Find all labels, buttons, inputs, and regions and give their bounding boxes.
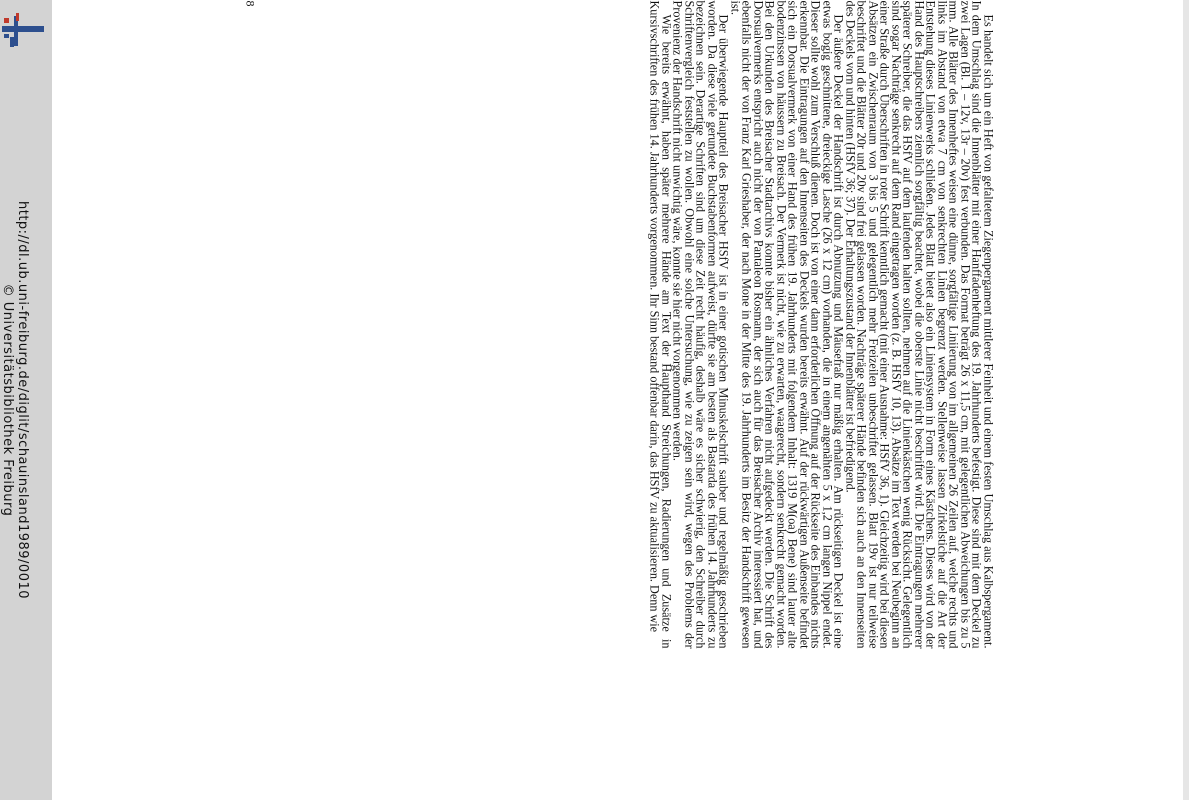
paragraph-2: Der äußere Deckel der Handschrift ist durch Abnutzung und Mäusefraß nur mäßig erhalten. Am rückseitigen Deckel ist eine etwas bogig geschnittene, dreieckige Lasche (26 x 12 cm) vorhanden, die in einem angenähten 5 x 1,2 cm langen Nippel endet. Dieser sollte wohl zum Verschluß dienen. Doch ist von einer dann erforderlichen Öffnung auf der Rückseite des Einbandes nichts erkennbar. Die Eintragungen auf den Innenseiten des Deckels wurden bereits erwähnt. Auf der rückwärtigen Außenseite befindet sich ein Dorsualvermerk von einer Hand des frühen 19. Jahrhunderts mit folgendem Inhalt: 1319 M(oa) Bene) sind lauter alte bodenzinssen von häussern zu Breisach. Der Vermerk ist nicht, wie zu erwarten, waagerecht, sondern senkrecht gemacht worden. Bei den Urkunden des Breisacher Stadtarchivs konnte bisher ein ähnliches Verfahren nicht aufgedeckt werden. Die Schrift des Dorsualvermerks entspricht auch nicht der von Pantaleon Rosmann, der sich auch für das Breisacher Archiv interessiert hat, und ebenfalls nicht der von Franz Karl Grieshaber, der nach Mone in der Mitte des 19. Jahrhunderts im Besitz der Handschrift gewesen ist. bbox=[728, 0, 846, 649]
paragraph-4: Wie bereits erwähnt, haben später mehrere Hände am Text der Haupthand Streichungen, Radierungen und Zusätze in Kursivschriften des frühen 14. Jahrhunderts vorgenommen. Ihr Sinn bestand offenbar darin, das HSfV zu aktualisieren. Denn wie bbox=[648, 0, 674, 649]
paragraph-3: Der überwiegende Hauptteil des Breisacher HSfV ist in einer gotischen Minuskelschrift sauber und regelmäßig geschrieben worden. Da diese viele gerundete Buchstabenformen aufweist, dürfte sie am besten als Bastarda des frühen 14. Jahrhunderts zu bezeichnen sein. Derartige Schriften sind um diese Zeit recht häufig, deshalb wäre es sicher schwierig, den Schreiber durch Schriftenvergleich feststellen zu wollen. Obwohl eine solche Untersuchung, wie zu zeigen sein wird, wegen des Problems der Provenienz der Handschrift nicht unwichtig wäre, konnte sie hier nicht vorgenommen werden. bbox=[671, 0, 731, 649]
page-number: 8 bbox=[243, 0, 258, 7]
viewer-sidebar bbox=[0, 0, 52, 800]
watermark-copyright: © Universitätsbibliothek Freiburg bbox=[0, 283, 15, 517]
paragraph-1: Es handelt sich um ein Heft von gefaltetem Ziegenpergament mittlerer Feinheit und einem festen Umschlag aus Kalbspergament. In dem Umschlag sind die Innenblätter mit einer Hanffadenheftung des 19. Jahrhunderts befestigt. Diese sind mit dem Deckel zu zwei Lagen (Bl. 1 – 12v, 13r – 20v) fest verbunden. Das Format beträgt 26 x 11,5 cm, mit gelegentlichen Abweichungen bis zu 5 mm. Alle Blätter des Innenheftes weisen eine dünne, sorgfältige Liniierung von im allgemeinen 26 Zeilen auf, welche rechts und links im Abstand von etwa 7 cm von senkrechten Linien begrenzt werden. Stellenweise lassen Zirkelstiche auf die Art der Entstehung dieses Linienwerks schließen. Jedes Blatt bietet also ein Liniensystem in Form eines Kästchens. Dieses wird von der Hand des Hauptschreibers ziemlich sorgfältig beachtet, wobei die oberste Linie nicht beschriftet wird. Die Eintragungen mehrerer späterer Schreiber, die das HSfV auf dem laufenden halten sollten, nehmen auf die Linienkästchen wenig Rücksicht. Gelegentlich sind sogar Nachträge senkrecht auf dem Rand eingetragen worden (z. B. HSfV 10, 13). Absätze im Text werden bei Neubeginn an einer Straße durch Überschriften in roter Schrift kenntlich gemacht (mit einer Ausnahme: HSfV 36, 1). Gleichzeitig wird bei diesen Absätzen ein Zwischenraum von 3 bis 5 und gelegentlich mehr Freizeilen unbeschriftet gelassen. Blatt 19v ist nur teilweise beschriftet und die Blätter 20r und 20v sind frei gelassen worden. Nachträge späterer Hände befinden sich auch an den Innenseiten des Deckels vorn und hinten (HSfV 36; 37). Der Erhaltungszustand der Innenblätter ist befriedigend. bbox=[843, 0, 996, 649]
scrollbar[interactable] bbox=[1183, 0, 1189, 800]
page-text bbox=[249, 1, 994, 649]
rotated-page bbox=[243, 0, 996, 649]
watermark-url[interactable]: http://dl.ub.uni-freiburg.de/diglit/schauinsland1989/0010 bbox=[15, 200, 30, 600]
watermark bbox=[0, 0, 30, 800]
